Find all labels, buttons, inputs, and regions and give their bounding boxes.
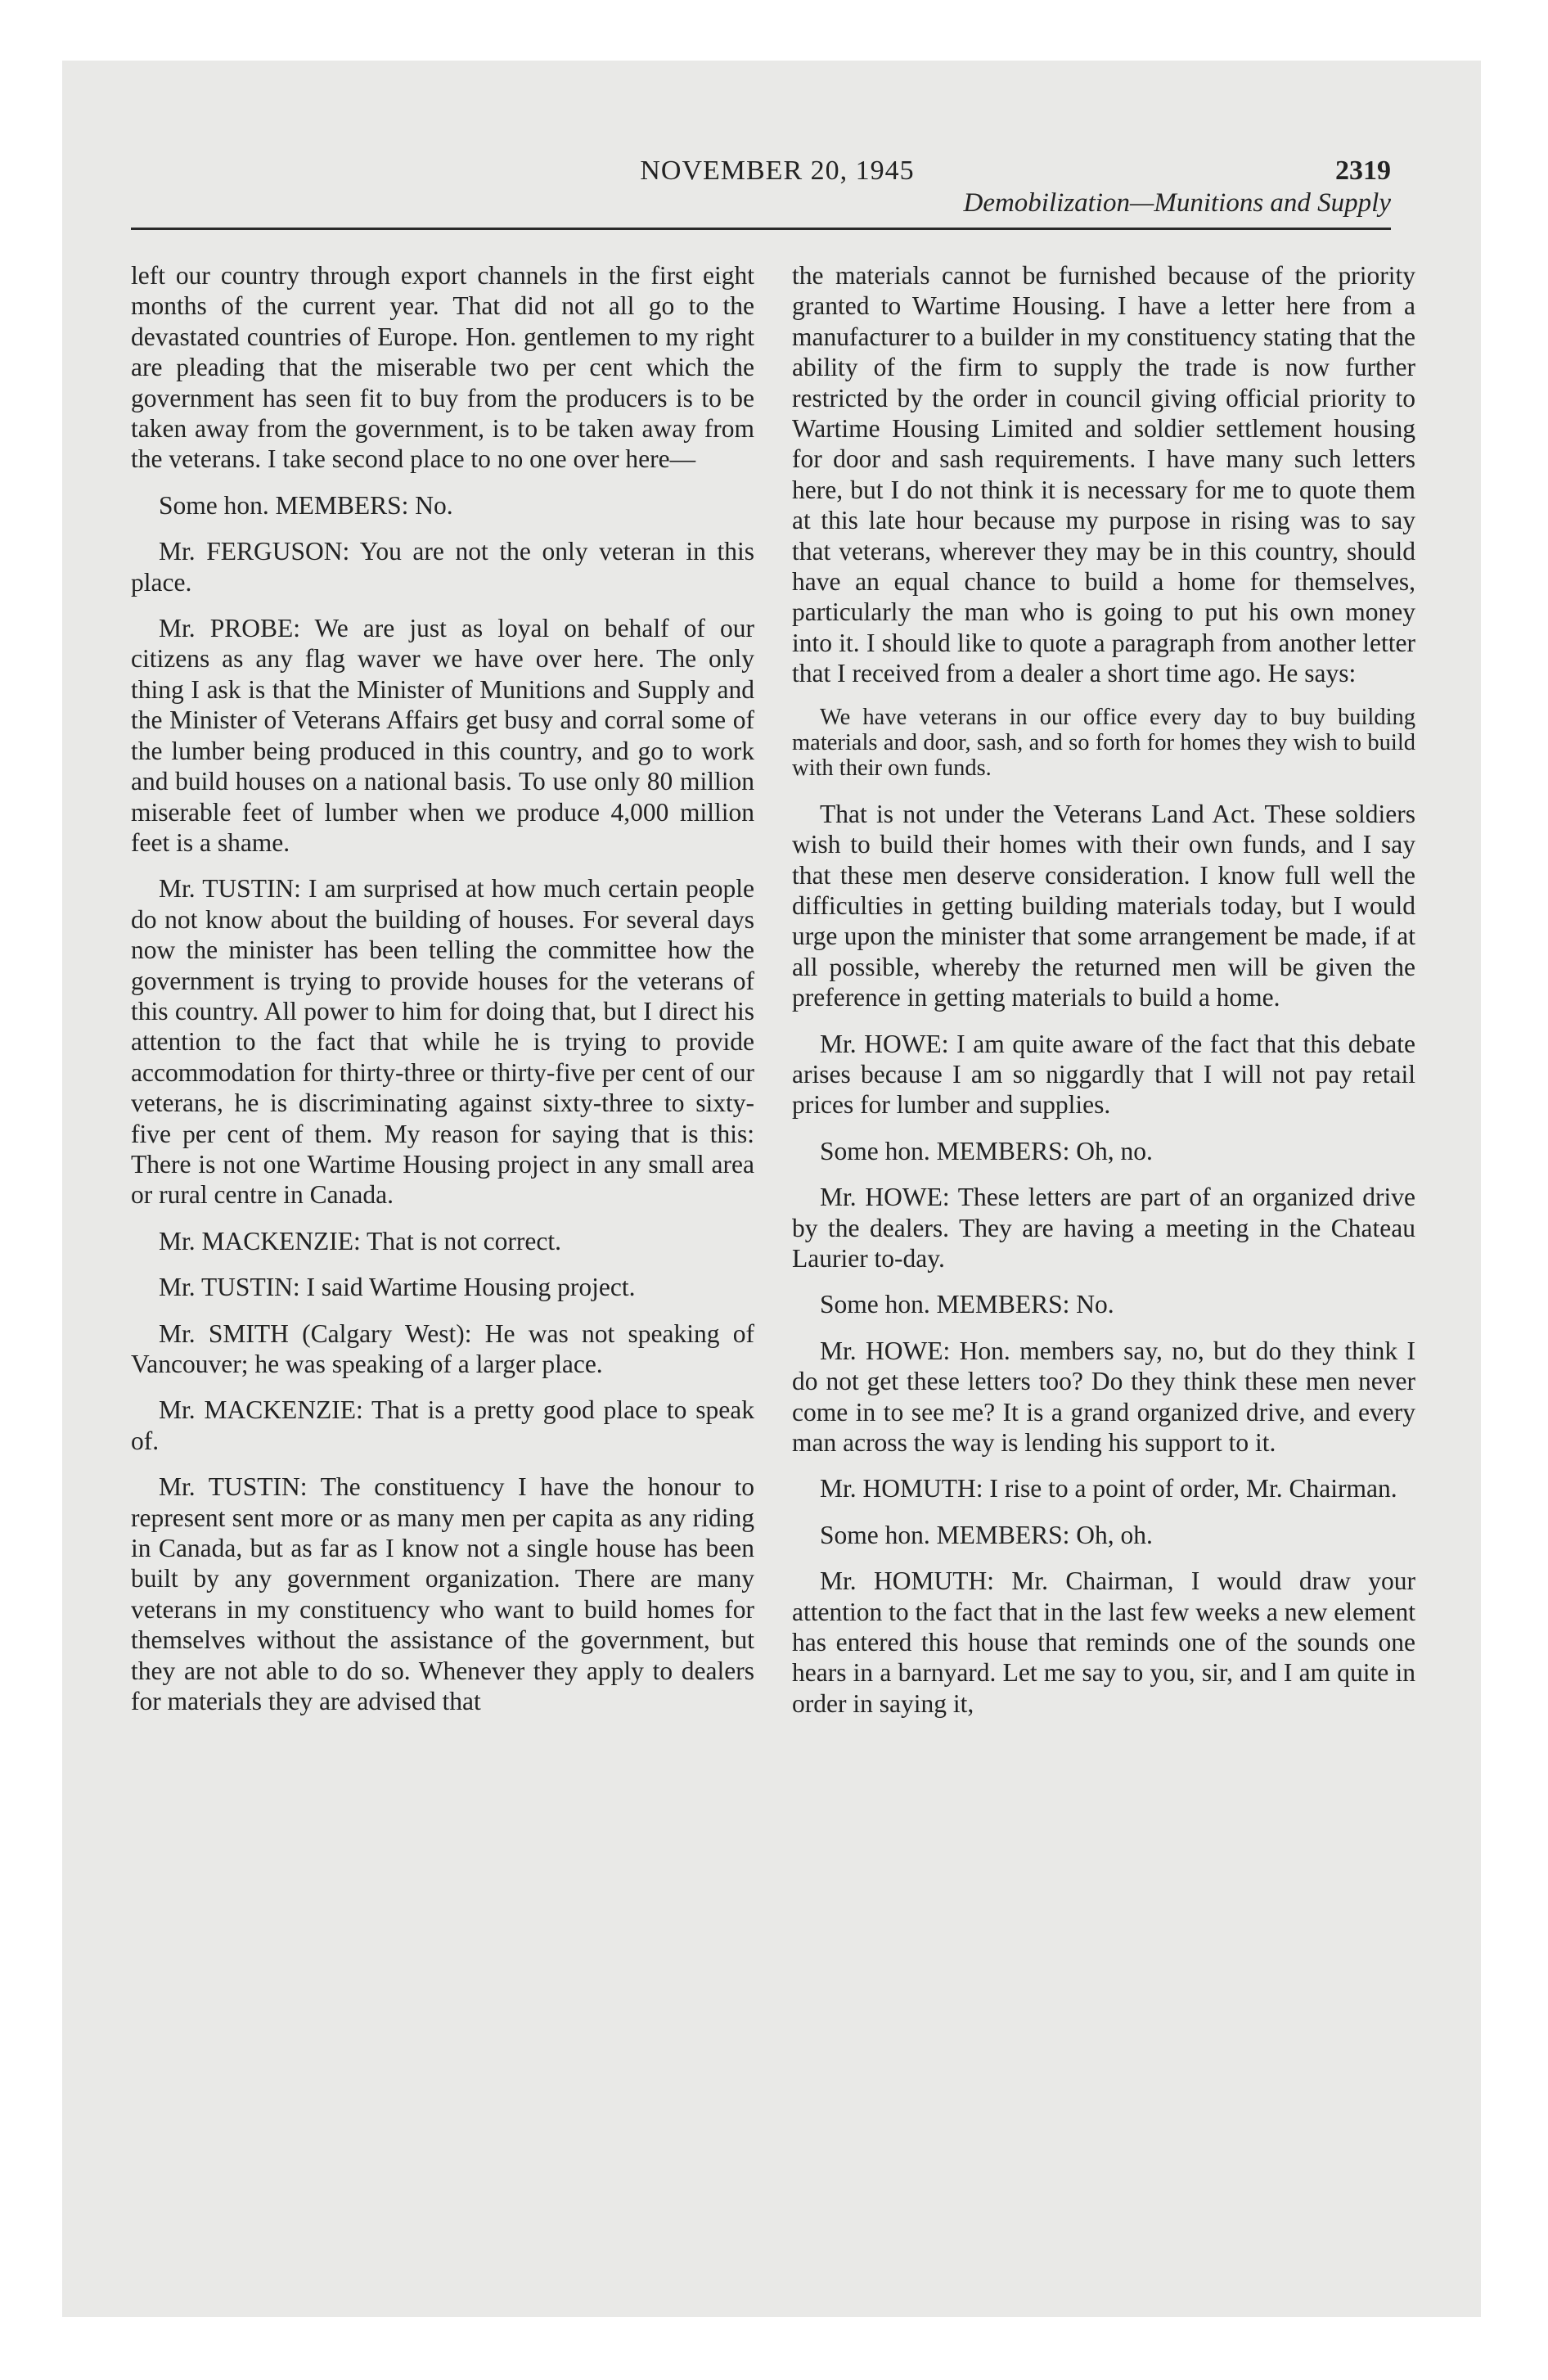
- paragraph: Mr. TUSTIN: I am surprised at how much certain people do not know about the building of houses. For several days now the minister has been telling the committee how the government is trying to provide houses for the veterans of this country. All power to him for doing that, but I direct his attention to the fact that while he is trying to provide accommodation for thirty-three or thirty-five per cent of our veterans, he is discriminating against sixty-three to sixty-five per cent of them. My reason for saying that is this: There is not one Wartime Housing project in any small area or rural centre in Canada.: [131, 874, 754, 1210]
- paragraph: Mr. TUSTIN: I said Wartime Housing project.: [159, 1273, 636, 1302]
- paragraph: Mr. MACKENZIE: That is a pretty good place to speak of.: [131, 1395, 754, 1455]
- block-quote: We have veterans in our office every day to buy building materials and door, sash, and so forth for homes they wish to build with their own funds.: [792, 704, 1415, 781]
- paragraph: Mr. HOWE: These letters are part of an organized drive by the dealers. They are having a meeting in the Chateau Laurier to-day.: [792, 1183, 1415, 1273]
- paragraph: That is not under the Veterans Land Act. These soldiers wish to build their homes with their own funds, and I say that these men deserve consideration. I know full well the difficulties in getting building materials today, but I would urge upon the minister that some arrangement be made, if at all possible, whereby the returned men will be given the preference in getting materials to build a home.: [792, 799, 1415, 1012]
- paragraph: left our country through export channels in the first eight months of the current year. That did not all go to the devastated countries of Europe. Hon. gentlemen to my right are pleading that the miserable two per cent which the government has seen fit to buy from the producers is to be taken away from the government, is to be taken away from the veterans. I take second place to no one over here—: [131, 261, 754, 474]
- paragraph: Mr. MACKENZIE: That is not correct.: [159, 1226, 561, 1255]
- paragraph: Mr. TUSTIN: The constituency I have the honour to represent sent more or as many men per capita as any riding in Canada, but as far as I know not a single house has been built by any government organization. There are many veterans in my constituency who want to build homes for themselves without the assistance of the government, but they are not able to do so. Whenever they apply to dealers for materials they are advised that: [131, 1472, 754, 1716]
- header-date: NOVEMBER 20, 1945: [640, 156, 915, 186]
- paragraph: Some hon. MEMBERS: No.: [820, 1290, 1114, 1319]
- paragraph: Mr. SMITH (Calgary West): He was not speaking of Vancouver; he was speaking of a larger place.: [131, 1318, 754, 1378]
- right-column: [792, 260, 1415, 1734]
- page-number: 2319: [1335, 156, 1391, 186]
- paragraph: Mr. PROBE: We are just as loyal on behalf of our citizens as any flag waver we have over here. The only thing I ask is that the Minister of Munitions and Supply and the Minister of Veterans Affairs get busy and corral some of the lumber being produced in this country, and go to work and build houses on a national basis. To use only 80 million miserable feet of lumber when we produce 4,000 million feet is a shame.: [131, 614, 754, 857]
- paragraph: Mr. HOWE: Hon. members say, no, but do they think I do not get these letters too? Do they think these men never come in to see me? It is a grand organized drive, and every man across the way is lending his support to it.: [792, 1336, 1415, 1457]
- paragraph: Some hon. MEMBERS: No.: [159, 490, 453, 520]
- paragraph: Some hon. MEMBERS: Oh, no.: [820, 1136, 1153, 1165]
- header-subject: Demobilization—Munitions and Supply: [963, 188, 1391, 218]
- left-column: [131, 260, 754, 1732]
- paragraph: Some hon. MEMBERS: Oh, oh.: [820, 1520, 1153, 1549]
- paragraph: Mr. HOWE: I am quite aware of the fact that this debate arises because I am so niggardly that I will not pay retail prices for lumber and supplies.: [792, 1029, 1415, 1120]
- paragraph: Mr. HOMUTH: I rise to a point of order, Mr. Chairman.: [820, 1474, 1397, 1503]
- header-divider: [131, 228, 1391, 230]
- paragraph: the materials cannot be furnished because of the priority granted to Wartime Housing. I have a letter here from a manufacturer to a builder in my constituency stating that the ability of the firm to supply the trade is now further restricted by the order in council giving official priority to Wartime Housing Limited and soldier settlement housing for door and sash requirements. I have many such letters here, but I do not think it is necessary for me to quote them at this late hour because my purpose in rising was to say that veterans, wherever they may be in this country, should have an equal chance to build a home for themselves, particularly the man who is going to put his own money into it. I should like to quote a paragraph from another letter that I received from a dealer a short time ago. He says:: [792, 261, 1415, 688]
- paragraph: Mr. HOMUTH: Mr. Chairman, I would draw your attention to the fact that in the last few weeks a new element has entered this house that reminds one of the sounds one hears in a barnyard. Let me say to you, sir, and I am quite in order in saying it,: [792, 1566, 1415, 1718]
- paragraph: Mr. FERGUSON: You are not the only veteran in this place.: [131, 537, 754, 597]
